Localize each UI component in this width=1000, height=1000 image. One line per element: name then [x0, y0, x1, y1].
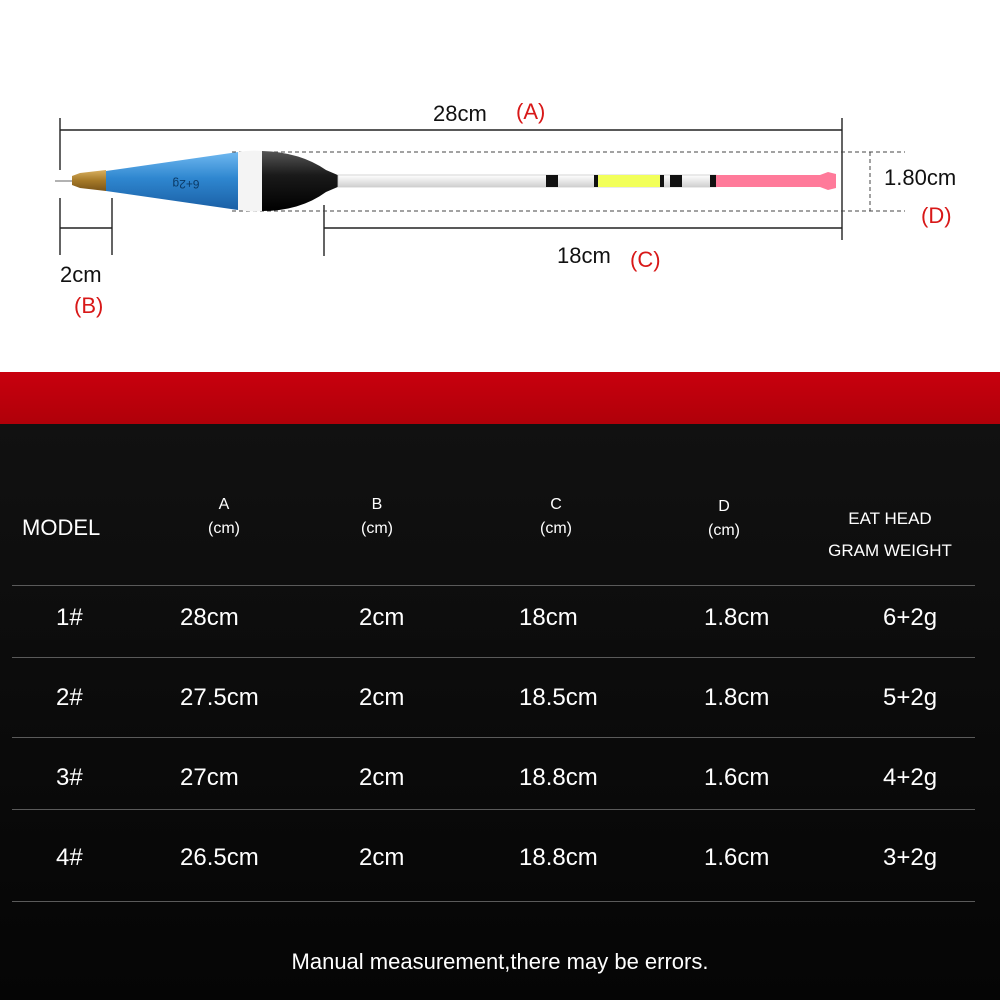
table-rule — [12, 901, 975, 902]
cell-b: 2cm — [359, 764, 405, 791]
cell-weight: 5+2g — [883, 684, 938, 711]
cell-model: 2# — [56, 684, 83, 711]
header-c — [516, 493, 596, 541]
header-d — [684, 495, 764, 543]
cell-c: 18.8cm — [519, 844, 598, 871]
header-d-letter: D — [718, 498, 730, 515]
stem-pink-tip — [716, 172, 836, 190]
stem-mark-1 — [546, 175, 558, 187]
cell-a: 28cm — [180, 604, 239, 631]
cell-a: 27.5cm — [180, 684, 259, 711]
header-a — [184, 493, 264, 541]
table-row — [0, 764, 1000, 844]
table-row — [0, 684, 1000, 764]
header-eat-head — [820, 503, 960, 567]
spec-table — [0, 424, 1000, 1000]
header-b-unit: (cm) — [361, 520, 393, 537]
header-b-letter: B — [371, 496, 383, 513]
table-rule — [12, 657, 975, 658]
tag-b-label: (B) — [74, 293, 104, 318]
header-eat-head-line2: GRAM WEIGHT — [828, 541, 952, 560]
header-a-letter: A — [218, 496, 230, 513]
cell-model: 3# — [56, 764, 83, 791]
cell-b: 2cm — [359, 844, 405, 871]
tag-d-label: (D) — [921, 203, 952, 228]
cell-model: 1# — [56, 604, 83, 631]
tag-c-label: (C) — [630, 247, 661, 272]
header-eat-head-line1: EAT HEAD — [848, 509, 932, 528]
header-b — [337, 493, 417, 541]
header-a-unit: (cm) — [208, 520, 240, 537]
cell-d: 1.6cm — [704, 764, 770, 791]
float-blue-body — [106, 152, 238, 210]
cell-c: 18cm — [519, 604, 578, 631]
stem-mark-3 — [660, 175, 664, 187]
cell-d: 1.8cm — [704, 684, 770, 711]
table-row — [0, 844, 1000, 924]
header-model: MODEL — [22, 515, 101, 540]
cell-d: 1.8cm — [704, 604, 770, 631]
product-diagram — [0, 0, 1000, 372]
cell-weight: 3+2g — [883, 844, 938, 871]
footer-note: Manual measurement,there may be errors. — [291, 949, 709, 974]
length-d-label: 1.80cm — [884, 165, 957, 190]
float-diagram — [0, 0, 1000, 372]
cell-weight: 6+2g — [883, 604, 938, 631]
length-c-label: 18cm — [557, 243, 611, 268]
stem-mark-2 — [594, 175, 598, 187]
cell-a: 27cm — [180, 764, 239, 791]
length-b-label: 2cm — [60, 262, 102, 287]
cell-model: 4# — [56, 844, 83, 871]
tag-a-label: (A) — [516, 99, 546, 124]
header-d-unit: (cm) — [708, 522, 740, 539]
body-print: 6+2g — [172, 177, 200, 191]
table-row — [0, 604, 1000, 684]
length-a-label: 28cm — [433, 101, 487, 126]
brass-swivel — [72, 170, 106, 191]
stem-yellow — [598, 175, 660, 187]
header-c-letter: C — [550, 496, 562, 513]
cell-d: 1.6cm — [704, 844, 770, 871]
cell-a: 26.5cm — [180, 844, 259, 871]
stem-mark-4 — [670, 175, 682, 187]
cell-weight: 4+2g — [883, 764, 938, 791]
float-white-ring — [238, 151, 262, 212]
cell-c: 18.5cm — [519, 684, 598, 711]
float-black-body — [262, 151, 340, 211]
table-rule — [12, 809, 975, 810]
header-c-unit: (cm) — [540, 520, 572, 537]
table-rule — [12, 737, 975, 738]
table-rule — [12, 585, 975, 586]
red-divider-band — [0, 372, 1000, 424]
cell-c: 18.8cm — [519, 764, 598, 791]
cell-b: 2cm — [359, 604, 405, 631]
stem-mark-5 — [710, 175, 716, 187]
cell-b: 2cm — [359, 684, 405, 711]
